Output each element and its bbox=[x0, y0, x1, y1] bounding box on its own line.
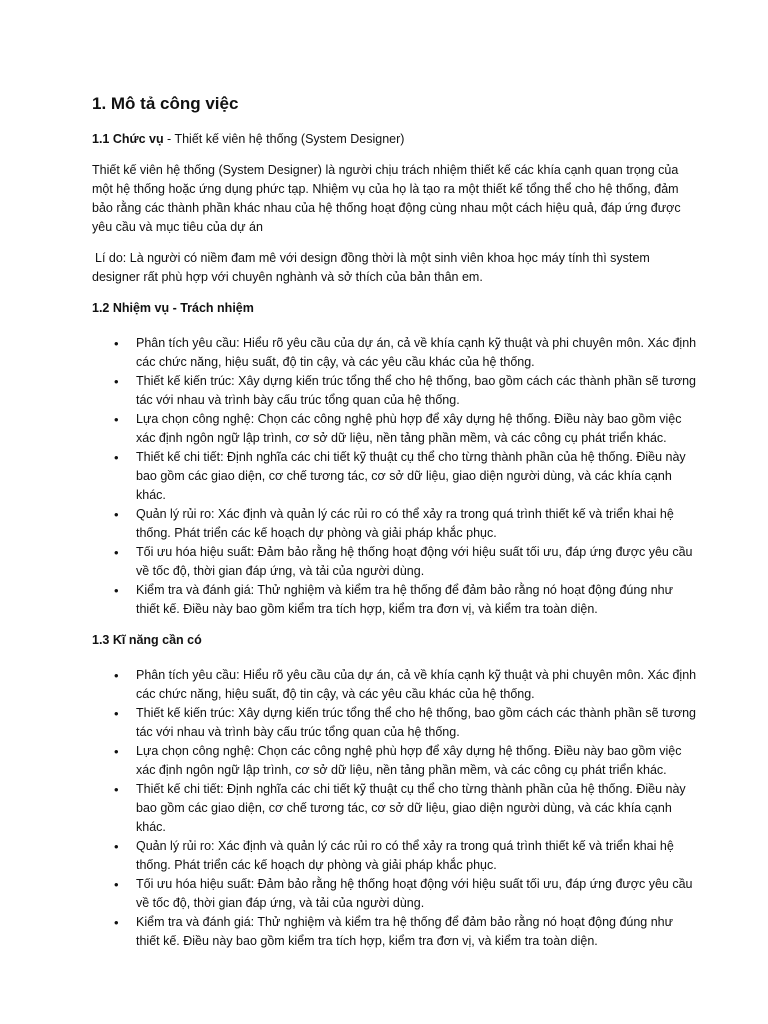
list-item: • Tối ưu hóa hiệu suất: Đảm bảo rằng hệ thống hoạt động với hiệu suất tối ưu, đáp ứng được yêu cầu về tốc độ, thời gian đáp ứng, và tải của người dùng. bbox=[136, 543, 698, 581]
list-item: • Quản lý rủi ro: Xác định và quản lý các rủi ro có thể xảy ra trong quá trình thiết kế và triển khai hệ thống. Phát triển các kế hoạch dự phòng và giải pháp khắc phục. bbox=[136, 837, 698, 875]
list-item: • Thiết kế kiến trúc: Xây dựng kiến trúc tổng thể cho hệ thống, bao gồm cách các thành phần sẽ tương tác với nhau và trình bày cấu trúc tổng quan của hệ thống. bbox=[136, 704, 698, 742]
list-item: • Quản lý rủi ro: Xác định và quản lý các rủi ro có thể xảy ra trong quá trình thiết kế và triển khai hệ thống. Phát triển các kế hoạch dự phòng và giải pháp khắc phục. bbox=[136, 505, 698, 543]
section-1-2-heading: 1.2 Nhiệm vụ - Trách nhiệm bbox=[92, 301, 254, 315]
duties-list bbox=[92, 334, 698, 619]
skills-list bbox=[92, 666, 698, 951]
list-item: • Tối ưu hóa hiệu suất: Đảm bảo rằng hệ thống hoạt động với hiệu suất tối ưu, đáp ứng được yêu cầu về tốc độ, thời gian đáp ứng, và tải của người dùng. bbox=[136, 875, 698, 913]
list-item: • Thiết kế chi tiết: Định nghĩa các chi tiết kỹ thuật cụ thể cho từng thành phần của hệ thống. Điều này bao gồm các giao diện, cơ chế tương tác, cơ sở dữ liệu, giao diện người dùng, và các khía cạnh khác. bbox=[136, 780, 698, 837]
section-1-1-label: 1.1 Chức vụ bbox=[92, 132, 164, 146]
section-1-3-heading: 1.3 Kĩ năng cần có bbox=[92, 633, 202, 647]
list-item: • Thiết kế kiến trúc: Xây dựng kiến trúc tổng thể cho hệ thống, bao gồm cách các thành phần sẽ tương tác với nhau và trình bày cấu trúc tổng quan của hệ thống. bbox=[136, 372, 698, 410]
list-item: • Thiết kế chi tiết: Định nghĩa các chi tiết kỹ thuật cụ thể cho từng thành phần của hệ thống. Điều này bao gồm các giao diện, cơ chế tương tác, cơ sở dữ liệu, giao diện người dùng, và các khía cạnh khác. bbox=[136, 448, 698, 505]
section-1-1-text: - Thiết kế viên hệ thống (System Designer) bbox=[163, 132, 405, 146]
list-item: • Phân tích yêu cầu: Hiểu rõ yêu cầu của dự án, cả về khía cạnh kỹ thuật và phi chuyên môn. Xác định các chức năng, hiệu suất, độ tin cậy, và các yêu cầu khác của hệ thống. bbox=[136, 334, 698, 372]
section-1-1-heading bbox=[92, 130, 698, 149]
list-item: • Kiểm tra và đánh giá: Thử nghiệm và kiểm tra hệ thống để đảm bảo rằng nó hoạt động đúng như thiết kế. Điều này bao gồm kiểm tra tích hợp, kiểm tra đơn vị, và kiểm tra toàn diện. bbox=[136, 581, 698, 619]
page-title: 1. Mô tả công việc bbox=[92, 94, 239, 113]
list-item: • Kiểm tra và đánh giá: Thử nghiệm và kiểm tra hệ thống để đảm bảo rằng nó hoạt động đúng như thiết kế. Điều này bao gồm kiểm tra tích hợp, kiểm tra đơn vị, và kiểm tra toàn diện. bbox=[136, 913, 698, 951]
intro-paragraph: Thiết kế viên hệ thống (System Designer) là người chịu trách nhiệm thiết kế các khía cạnh quan trọng của một hệ thống hoặc ứng dụng phức tạp. Nhiệm vụ của họ là tạo ra một thiết kế tổng thể cho hệ thống, đảm bảo rằng các thành phần khác nhau của hệ thống hoạt động cùng nhau một cách hiệu quả, đáp ứng được yêu cầu và mục tiêu của dự án bbox=[92, 163, 681, 234]
reason-paragraph: Lí do: Là người có niềm đam mê với design đồng thời là một sinh viên khoa học máy tính thì system designer rất phù hợp với chuyên nghành và sở thích của bản thân em. bbox=[92, 251, 650, 284]
list-item: • Lựa chọn công nghệ: Chọn các công nghệ phù hợp để xây dựng hệ thống. Điều này bao gồm việc xác định ngôn ngữ lập trình, cơ sở dữ liệu, nền tảng phần mềm, và các công cụ phát triển khác. bbox=[136, 410, 698, 448]
list-item: • Lựa chọn công nghệ: Chọn các công nghệ phù hợp để xây dựng hệ thống. Điều này bao gồm việc xác định ngôn ngữ lập trình, cơ sở dữ liệu, nền tảng phần mềm, và các công cụ phát triển khác. bbox=[136, 742, 698, 780]
list-item: • Phân tích yêu cầu: Hiểu rõ yêu cầu của dự án, cả về khía cạnh kỹ thuật và phi chuyên môn. Xác định các chức năng, hiệu suất, độ tin cậy, và các yêu cầu khác của hệ thống. bbox=[136, 666, 698, 704]
